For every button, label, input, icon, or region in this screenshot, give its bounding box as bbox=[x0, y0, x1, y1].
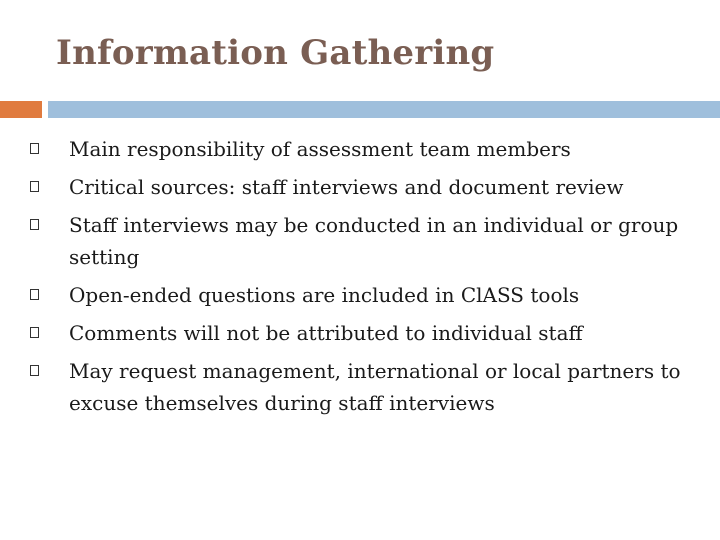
bullet-item bbox=[30, 279, 690, 311]
bullet-text: Main responsibility of assessment team members bbox=[69, 137, 571, 161]
bullet-item bbox=[30, 133, 690, 165]
bullet-item bbox=[30, 209, 690, 273]
bullet-item bbox=[30, 317, 690, 349]
square-bullet-icon bbox=[30, 143, 39, 154]
square-bullet-icon bbox=[30, 181, 39, 192]
square-bullet-icon bbox=[30, 327, 39, 338]
bullet-item bbox=[30, 355, 690, 419]
bullet-list bbox=[30, 133, 690, 425]
bullet-text: Critical sources: staff interviews and document review bbox=[69, 175, 624, 199]
square-bullet-icon bbox=[30, 219, 39, 230]
slide-title: Information Gathering bbox=[56, 33, 495, 73]
bullet-text: Staff interviews may be conducted in an individual or group setting bbox=[69, 213, 679, 269]
square-bullet-icon bbox=[30, 365, 39, 376]
title-accent-bar-orange bbox=[0, 101, 42, 118]
title-accent-bar-blue bbox=[48, 101, 720, 118]
square-bullet-icon bbox=[30, 289, 39, 300]
bullet-text: Comments will not be attributed to individual staff bbox=[69, 321, 583, 345]
bullet-text: May request management, international or local partners to excuse themselves during staff interviews bbox=[69, 359, 681, 415]
bullet-text: Open-ended questions are included in ClASS tools bbox=[69, 283, 580, 307]
bullet-item bbox=[30, 171, 690, 203]
